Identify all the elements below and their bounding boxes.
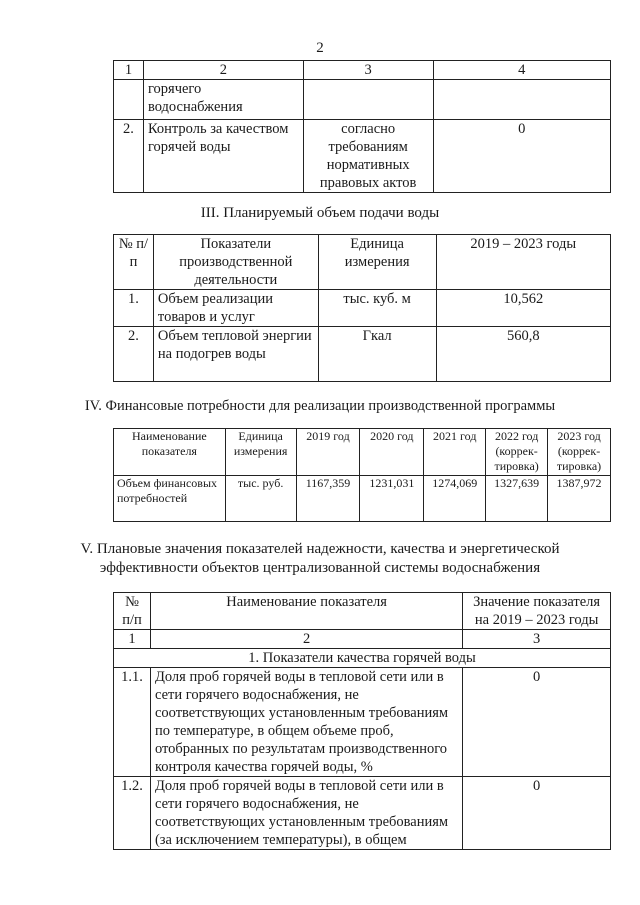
group-row — [114, 649, 611, 668]
table-row — [114, 120, 611, 193]
indicators-table — [113, 592, 611, 850]
table-row — [114, 777, 611, 850]
row-value: 1327,639 — [486, 476, 548, 522]
row-number — [114, 80, 144, 120]
table-row — [114, 80, 611, 120]
header-cell: Наименование показателя — [150, 593, 462, 630]
row-basis: согласно требованиям нормативных правовых актов — [303, 120, 433, 193]
row-value — [433, 80, 610, 120]
row-value: 560,8 — [436, 327, 610, 382]
row-value: 0 — [463, 777, 611, 850]
header-cell: 4 — [433, 61, 610, 80]
header-cell: 2021 год — [424, 429, 486, 476]
header-cell: Показатели производственной деятельности — [153, 235, 318, 290]
index-row — [114, 630, 611, 649]
continuation-table — [113, 60, 611, 193]
header-cell: 2019 – 2023 годы — [436, 235, 610, 290]
row-unit: Гкал — [318, 327, 436, 382]
header-cell: 2023 год (коррек-тировка) — [548, 429, 611, 476]
row-value: 0 — [463, 668, 611, 777]
header-cell: 2019 год — [296, 429, 360, 476]
table-row — [114, 327, 611, 382]
header-cell: Единица измерения — [225, 429, 296, 476]
table-header-row — [114, 429, 611, 476]
header-cell: 2 — [143, 61, 303, 80]
header-cell: 2022 год (коррек-тировка) — [486, 429, 548, 476]
table-header-row — [114, 61, 611, 80]
row-number: 2. — [114, 327, 154, 382]
row-value: 1387,972 — [548, 476, 611, 522]
header-cell: № п/п — [114, 593, 151, 630]
table-row — [114, 476, 611, 522]
header-cell: 3 — [303, 61, 433, 80]
row-number: 1. — [114, 290, 154, 327]
header-cell: 2020 год — [360, 429, 424, 476]
water-supply-table — [113, 234, 611, 382]
section-5-title-line-2: эффективности объектов централизованной системы водоснабжения — [99, 560, 541, 576]
row-basis — [303, 80, 433, 120]
index-cell: 2 — [150, 630, 462, 649]
row-name: Объем реализации товаров и услуг — [153, 290, 318, 327]
table-header-row — [114, 593, 611, 630]
row-name: Объем тепловой энергии на подогрев воды — [153, 327, 318, 382]
row-value: 0 — [433, 120, 610, 193]
section-5-title-line-1: V. Плановые значения показателей надежности, качества и энергетической — [80, 541, 560, 557]
table-header-row — [114, 235, 611, 290]
header-cell: № п/п — [114, 235, 154, 290]
page-number: 2 — [316, 40, 324, 56]
header-cell: Наименование показателя — [114, 429, 226, 476]
row-name: Доля проб горячей воды в тепловой сети или в сети горячего водоснабжения, не соответствующих установленным требованиям (за исключением температуры), в общем — [150, 777, 462, 850]
row-number: 1.1. — [114, 668, 151, 777]
row-name: горячего водоснабжения — [143, 80, 303, 120]
row-value: 1274,069 — [424, 476, 486, 522]
row-name: Контроль за качеством горячей воды — [143, 120, 303, 193]
table-row — [114, 290, 611, 327]
header-cell: Значение показателя на 2019 – 2023 годы — [463, 593, 611, 630]
row-unit: тыс. руб. — [225, 476, 296, 522]
row-number: 2. — [114, 120, 144, 193]
financial-needs-table — [113, 428, 611, 522]
row-value: 10,562 — [436, 290, 610, 327]
index-cell: 3 — [463, 630, 611, 649]
table-row — [114, 668, 611, 777]
section-4-title: IV. Финансовые потребности для реализации производственной программы — [84, 398, 556, 414]
index-cell: 1 — [114, 630, 151, 649]
section-3-title: III. Планируемый объем подачи воды — [200, 205, 440, 221]
header-cell: Единица измерения — [318, 235, 436, 290]
row-unit: тыс. куб. м — [318, 290, 436, 327]
row-value: 1167,359 — [296, 476, 360, 522]
row-number: 1.2. — [114, 777, 151, 850]
row-value: 1231,031 — [360, 476, 424, 522]
header-cell: 1 — [114, 61, 144, 80]
group-title: 1. Показатели качества горячей воды — [114, 649, 611, 668]
row-name: Объем финансовых потребностей — [114, 476, 226, 522]
row-name: Доля проб горячей воды в тепловой сети или в сети горячего водоснабжения, не соответствующих установленным требованиям по температуре, в общем объеме проб, отобранных по результатам производственного контроля качества горячей воды, % — [150, 668, 462, 777]
